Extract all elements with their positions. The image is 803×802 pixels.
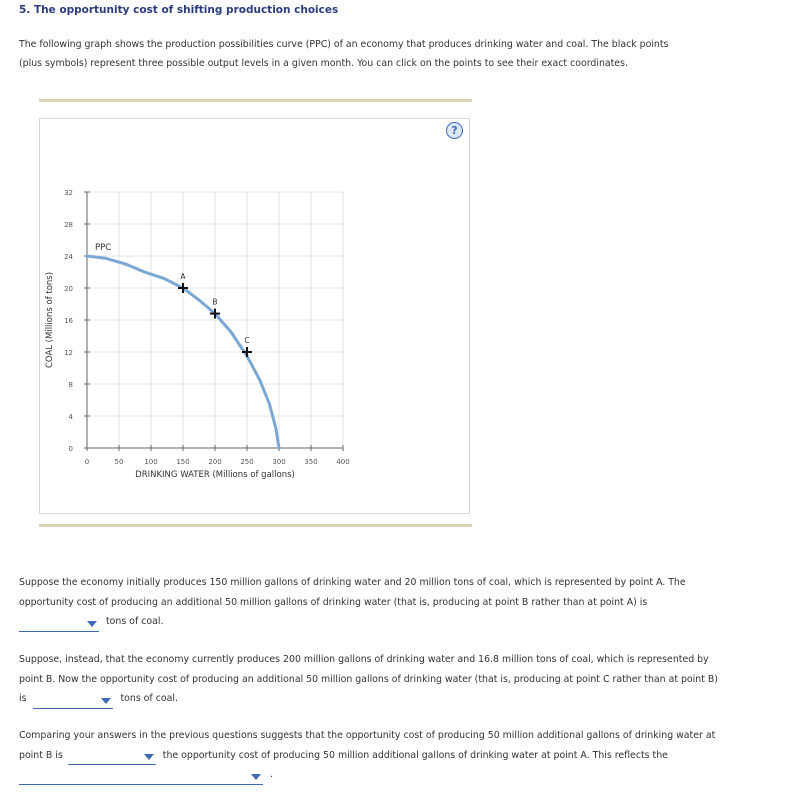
x-tick-label: 50 (114, 458, 124, 466)
y-axis-label: COAL (Millions of tons) (45, 271, 55, 369)
part2-after-text: tons of coal. (120, 693, 178, 704)
part3-line-1: Comparing your answers in the previous questions suggests that the opportunity cost of producing 50 million additional gallons of drinking water at (19, 730, 716, 741)
x-tick-label: 150 (176, 458, 190, 466)
y-tick-label: 4 (68, 413, 73, 421)
part2-answer-dropdown[interactable] (33, 694, 113, 709)
part3-after-text: the opportunity cost of producing 50 million additional gallons of drinking water at point A. This reflects the (162, 749, 668, 761)
y-tick-label: 24 (64, 253, 73, 261)
x-tick-label: 100 (144, 458, 158, 466)
x-tick-label: 300 (272, 458, 286, 466)
chevron-down-icon (251, 774, 261, 780)
part3-comparison-dropdown[interactable] (68, 750, 156, 765)
chevron-down-icon (87, 621, 97, 627)
point-label: B (212, 297, 218, 307)
bottom-divider (39, 524, 472, 527)
part2-line-1: Suppose, instead, that the economy currently produces 200 million gallons of drinking water and 16.8 million tons of coal, which is represented by (19, 654, 709, 665)
part1-after-text: tons of coal. (105, 616, 164, 627)
question-part-1 (19, 573, 749, 632)
question-part-3 (19, 726, 749, 785)
x-axis-label: DRINKING WATER (Millions of gallons) (135, 470, 295, 480)
ppc-label: PPC (95, 243, 112, 253)
chevron-down-icon (144, 754, 154, 760)
y-tick-label: 16 (64, 317, 73, 325)
help-icon[interactable]: ? (446, 122, 463, 139)
x-tick-label: 200 (208, 458, 222, 466)
part2-before-text: is (19, 693, 27, 704)
x-tick-label: 0 (84, 458, 90, 466)
x-tick-label: 250 (240, 458, 254, 466)
question-title: 5. The opportunity cost of shifting production choices (19, 4, 339, 16)
part2-line-2: point B. Now the opportunity cost of producing an additional 50 million gallons of drinking water (that is, producing at point C rather than at point B) (19, 673, 718, 685)
y-tick-label: 0 (68, 445, 73, 453)
intro-line-1: The following graph shows the production possibilities curve (PPC) of an economy that produces drinking water and coal. The black points (19, 39, 669, 50)
intro-line-2: (plus symbols) represent three possible output levels in a given month. You can click on the points to see their exact coordinates. (19, 58, 628, 69)
part1-line-2: opportunity cost of producing an additional 50 million gallons of drinking water (that is, producing at point B rather than at point A) is (19, 596, 648, 608)
y-tick-label: 32 (64, 189, 73, 197)
point-label: A (180, 272, 186, 281)
part3-end-text: . (269, 769, 273, 780)
point-label: C (244, 336, 250, 345)
y-tick-label: 8 (68, 381, 73, 389)
part1-answer-dropdown[interactable] (19, 617, 99, 632)
part1-line-1: Suppose the economy initially produces 150 million gallons of drinking water and 20 million tons of coal, which is represented by point A. The (19, 577, 686, 588)
y-tick-label: 28 (64, 221, 73, 229)
part3-reflects-dropdown[interactable] (19, 770, 263, 785)
chevron-down-icon (101, 698, 111, 704)
x-tick-label: 350 (304, 458, 318, 466)
y-tick-label: 12 (64, 349, 73, 357)
grid (87, 192, 343, 448)
question-part-2 (19, 650, 749, 709)
part3-before-text: point B is (19, 749, 63, 761)
x-tick-label: 400 (336, 458, 350, 466)
axes (64, 189, 350, 466)
y-tick-label: 20 (64, 285, 73, 293)
